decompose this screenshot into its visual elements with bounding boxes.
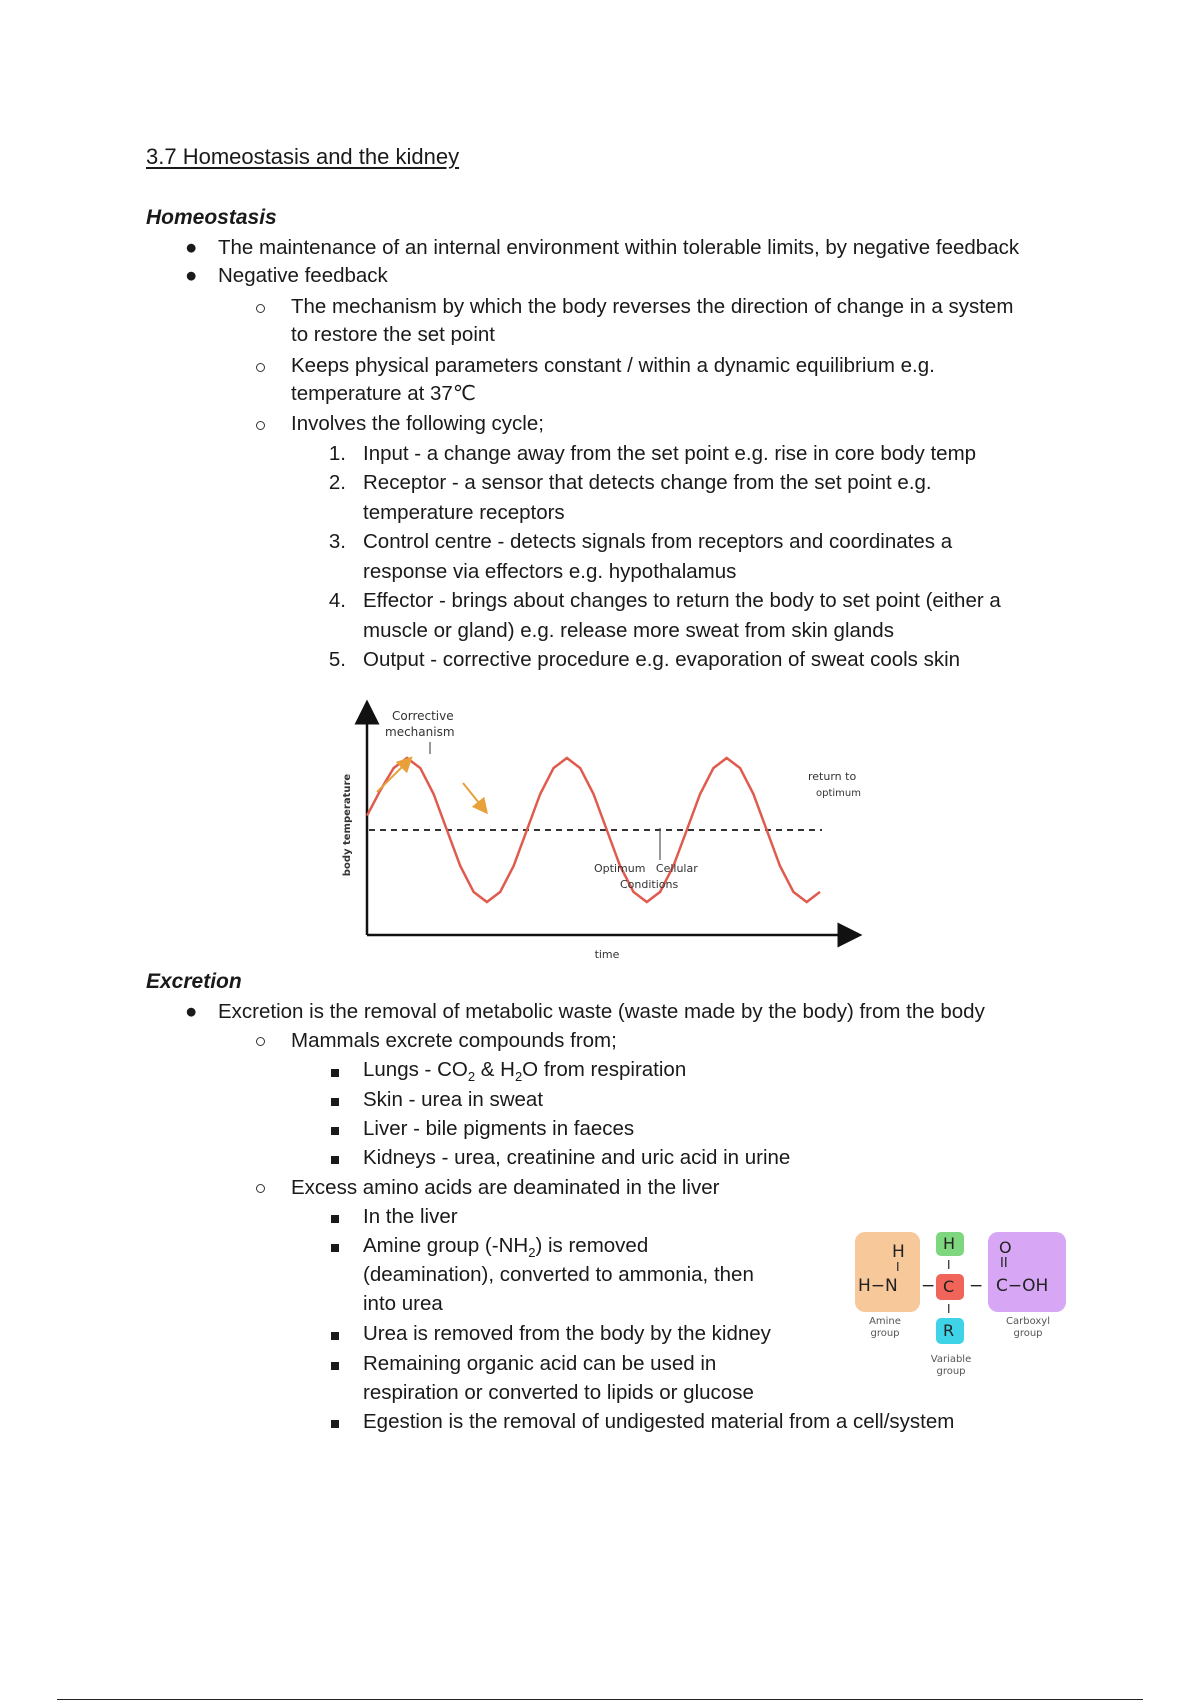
bond-c-r: I <box>947 1302 951 1316</box>
organ-liver: Liver - bile pigments in faeces <box>363 1117 635 1140</box>
nf-parameters-line2: temperature at 37℃ <box>291 382 476 405</box>
bond-amine-carbon: − <box>921 1276 936 1296</box>
liver-item-amine-cont: (deamination), converted to ammonia, then <box>363 1263 754 1286</box>
amine-hn: H−N <box>858 1276 898 1296</box>
carboxyl-oxygen: O <box>999 1238 1012 1257</box>
cycle-step-number: 2. <box>328 471 346 494</box>
liver-item-urea: Urea is removed from the body by the kidney <box>363 1322 771 1345</box>
deamination-intro: Excess amino acids are deaminated in the liver <box>291 1176 720 1199</box>
cycle-step-text-cont: response via effectors e.g. hypothalamus <box>363 560 737 583</box>
double-bond: II <box>1000 1256 1008 1271</box>
square-bullet <box>331 1362 339 1370</box>
variable-group-label-2: group <box>936 1366 966 1377</box>
r-group: R <box>943 1321 955 1340</box>
falling-arrow <box>463 783 483 808</box>
cycle-step-text: Input - a change away from the set point e.g. rise in core body temp <box>363 442 977 465</box>
y-axis-label: body temperature <box>342 773 353 877</box>
mammals-excrete: Mammals excrete compounds from; <box>291 1029 617 1052</box>
nf-cycle-intro: Involves the following cycle; <box>291 412 544 435</box>
homeostasis-chart <box>330 690 890 970</box>
organ-lungs: Lungs - $CO_2$ & $H_2O$ from respiration <box>363 1058 687 1085</box>
nf-mechanism-line2: to restore the set point <box>291 323 495 346</box>
amine-group-label-2: group <box>870 1328 900 1339</box>
negative-feedback-item: Negative feedback <box>218 264 388 287</box>
optimum-label-1: Optimum Cellular <box>594 862 698 875</box>
square-bullet <box>331 1069 339 1077</box>
organ-skin: Skin - urea in sweat <box>363 1088 544 1111</box>
square-bullet <box>331 1127 339 1135</box>
cycle-step-number: 5. <box>328 648 346 671</box>
bullet-dot: ● <box>185 1000 198 1023</box>
square-bullet <box>331 1215 339 1223</box>
hollow-bullet <box>256 1184 265 1193</box>
square-bullet <box>331 1332 339 1340</box>
organ-kidneys: Kidneys - urea, creatinine and uric acid in urine <box>363 1146 791 1169</box>
bond-carbon-carboxyl: − <box>969 1276 984 1296</box>
bullet-dot: ● <box>185 236 198 259</box>
hollow-bullet <box>256 304 265 313</box>
liver-item-amine: Amine group $(-NH_2)$ is removed <box>363 1234 649 1261</box>
cycle-step-text-cont: temperature receptors <box>363 501 565 524</box>
rising-arrow <box>377 762 407 792</box>
return-label-1: return to <box>808 770 857 783</box>
center-carbon: C <box>943 1277 955 1296</box>
corrective-label-2: mechanism <box>385 725 455 739</box>
nf-mechanism-line1: The mechanism by which the body reverses the direction of change in a system <box>291 295 1014 318</box>
cycle-step-text: Receptor - a sensor that detects change from the set point e.g. <box>363 471 932 494</box>
hollow-bullet <box>256 421 265 430</box>
cycle-step-text: Effector - brings about changes to return the body to set point (either a <box>363 589 1001 612</box>
amine-bond: I <box>896 1260 900 1274</box>
section-heading-homeostasis: Homeostasis <box>146 206 277 229</box>
cycle-step-text-cont: muscle or gland) e.g. release more sweat from skin glands <box>363 619 894 642</box>
liver-item-amine-cont: into urea <box>363 1292 443 1315</box>
amine-hydrogen: H <box>892 1242 905 1262</box>
hollow-bullet <box>256 1037 265 1046</box>
carboxyl-group-label-2: group <box>1013 1328 1043 1339</box>
amine-group-box <box>855 1232 920 1312</box>
homeostasis-definition: The maintenance of an internal environment within tolerable limits, by negative feedback <box>218 236 1020 259</box>
excretion-definition: Excretion is the removal of metabolic waste (waste made by the body) from the body <box>218 1000 985 1023</box>
liver-item-organic-acid: Remaining organic acid can be used in <box>363 1352 717 1375</box>
center-hydrogen: H <box>943 1234 956 1253</box>
nf-parameters-line1: Keeps physical parameters constant / within a dynamic equilibrium e.g. <box>291 354 935 377</box>
page-title: 3.7 Homeostasis and the kidney <box>146 144 460 169</box>
section-heading-excretion: Excretion <box>146 970 242 993</box>
square-bullet <box>331 1420 339 1428</box>
x-axis-label: time <box>594 948 620 961</box>
bond-h-c: I <box>947 1258 951 1272</box>
optimum-label-2: Conditions <box>620 878 679 891</box>
liver-item-organic-acid-cont: respiration or converted to lipids or glucose <box>363 1381 754 1404</box>
return-label-2: optimum <box>816 788 861 799</box>
cycle-step-number: 3. <box>328 530 346 553</box>
cycle-step-number: 1. <box>328 442 346 465</box>
amine-group-label-1: Amine <box>869 1316 901 1327</box>
hollow-bullet <box>256 363 265 372</box>
carboxyl-coh: C−OH <box>996 1276 1049 1296</box>
square-bullet <box>331 1156 339 1164</box>
bullet-dot: ● <box>185 264 198 287</box>
carboxyl-group-label-1: Carboxyl <box>1006 1316 1050 1327</box>
cycle-step-text: Output - corrective procedure e.g. evaporation of sweat cools skin <box>363 648 961 671</box>
amino-acid-diagram <box>850 1228 1072 1388</box>
liver-item: In the liver <box>363 1205 458 1228</box>
variable-group-label-1: Variable <box>930 1354 972 1365</box>
square-bullet <box>331 1244 339 1252</box>
egestion-item: Egestion is the removal of undigested material from a cell/system <box>363 1410 955 1433</box>
corrective-label-1: Corrective <box>392 709 454 723</box>
square-bullet <box>331 1098 339 1106</box>
cycle-step-text: Control centre - detects signals from receptors and coordinates a <box>363 530 953 553</box>
cycle-step-number: 4. <box>328 589 346 612</box>
